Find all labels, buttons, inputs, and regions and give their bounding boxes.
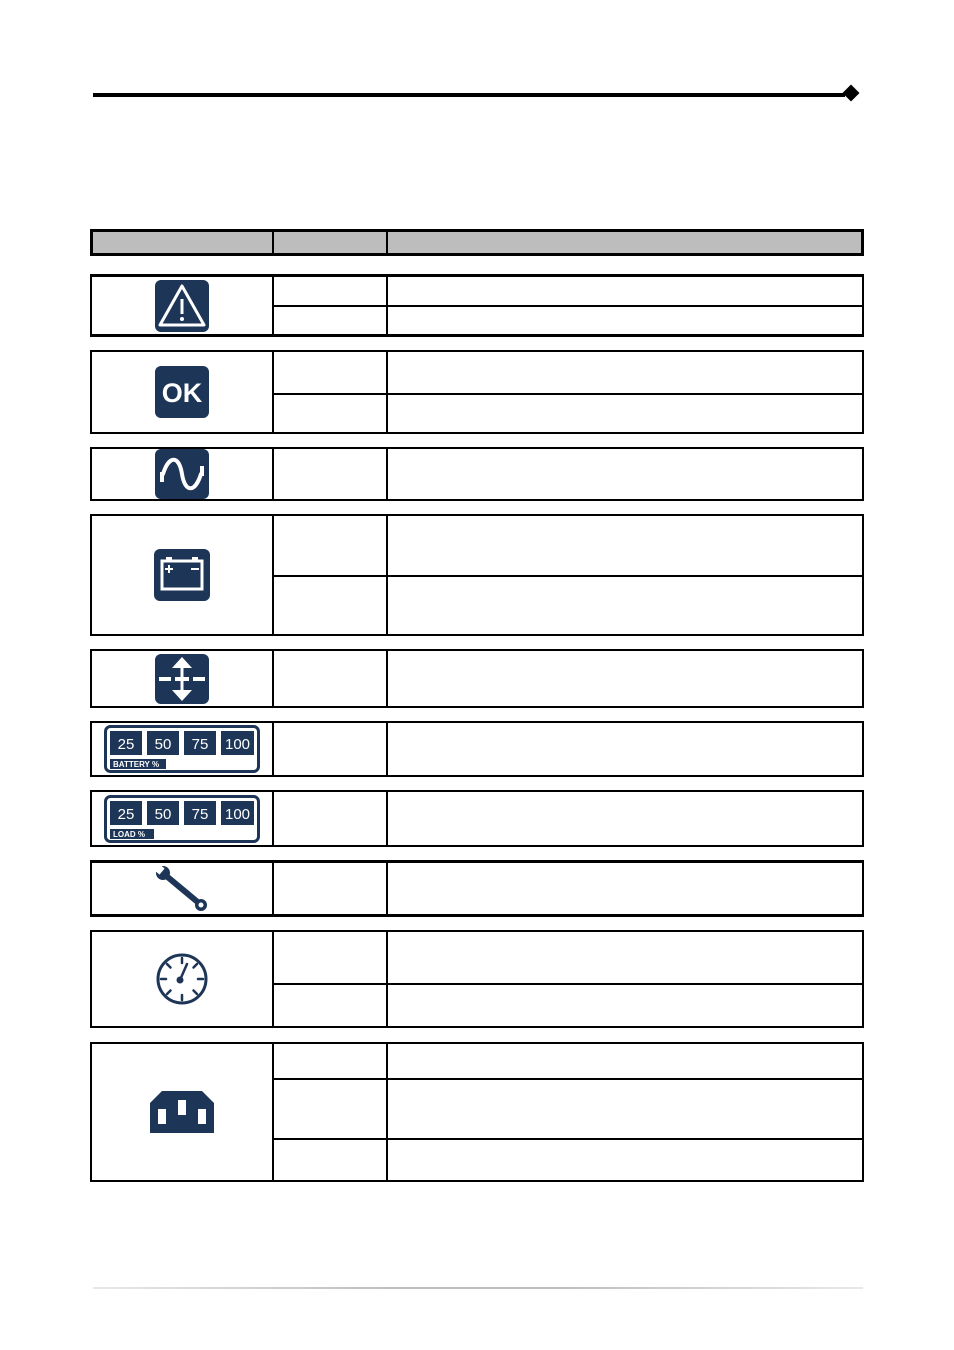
column-divider: [386, 1044, 388, 1180]
row-divider: [272, 575, 862, 577]
icon-cell: [92, 1044, 274, 1180]
row-divider: [272, 1138, 862, 1140]
battery-level-75: 75: [191, 736, 209, 753]
warning-triangle-icon: [155, 280, 209, 332]
load-level-25: 25: [117, 805, 135, 823]
column-divider: [386, 723, 388, 775]
top-rule-diamond: [843, 85, 860, 102]
battery-level-bar-icon: [104, 725, 260, 773]
table-row-ac: [90, 447, 864, 501]
load-level-100: 100: [224, 805, 251, 823]
row-divider: [272, 1078, 862, 1080]
table-row-load-level: [90, 790, 864, 847]
outlet-icon: [148, 1091, 216, 1133]
load-level-75: 75: [191, 805, 209, 823]
icon-cell: [92, 932, 274, 1026]
icon-cell: [92, 516, 274, 634]
column-divider: [386, 651, 388, 706]
table-row-timer: [90, 930, 864, 1028]
footer-rule: [93, 1287, 863, 1289]
bypass-arrows-icon: [155, 654, 209, 704]
table-row-bypass: [90, 649, 864, 708]
table-header: [90, 229, 864, 256]
column-divider: [386, 863, 388, 914]
row-divider: [272, 983, 862, 985]
row-divider: [272, 393, 862, 395]
icon-cell: [92, 449, 274, 499]
column-divider: [386, 352, 388, 432]
table-row-wrench: [90, 860, 864, 917]
battery-icon: [154, 549, 210, 601]
column-divider: [386, 932, 388, 1026]
table-row-battery-level: [90, 721, 864, 777]
icon-cell: [92, 723, 274, 775]
ok-icon: [155, 366, 209, 418]
top-rule: [93, 93, 845, 97]
timer-icon: [154, 951, 210, 1007]
load-level-bar-icon: [104, 795, 260, 843]
battery-level-50: 50: [154, 736, 172, 753]
load-level-label: LOAD %: [113, 829, 145, 839]
wrench-icon: [154, 866, 210, 912]
battery-level-100: 100: [224, 736, 251, 753]
row-divider: [272, 305, 862, 307]
icon-cell: [92, 277, 274, 334]
header-cell-divider: [386, 232, 388, 253]
column-divider: [386, 449, 388, 499]
icon-cell: [92, 792, 274, 845]
load-level-50: 50: [154, 805, 172, 823]
battery-level-25: 25: [117, 736, 135, 753]
header-cell-divider: [272, 232, 274, 253]
table-row-outlet: [90, 1042, 864, 1182]
table-row-ok: [90, 350, 864, 434]
ac-sine-wave-icon: [155, 449, 209, 499]
icon-cell: [92, 863, 274, 914]
icon-cell: [92, 651, 274, 706]
table-row-warning: [90, 274, 864, 337]
svg-text:OK: OK: [161, 378, 203, 408]
icon-cell: [92, 352, 274, 432]
column-divider: [386, 792, 388, 845]
table-row-battery: [90, 514, 864, 636]
battery-level-label: BATTERY %: [113, 760, 160, 769]
